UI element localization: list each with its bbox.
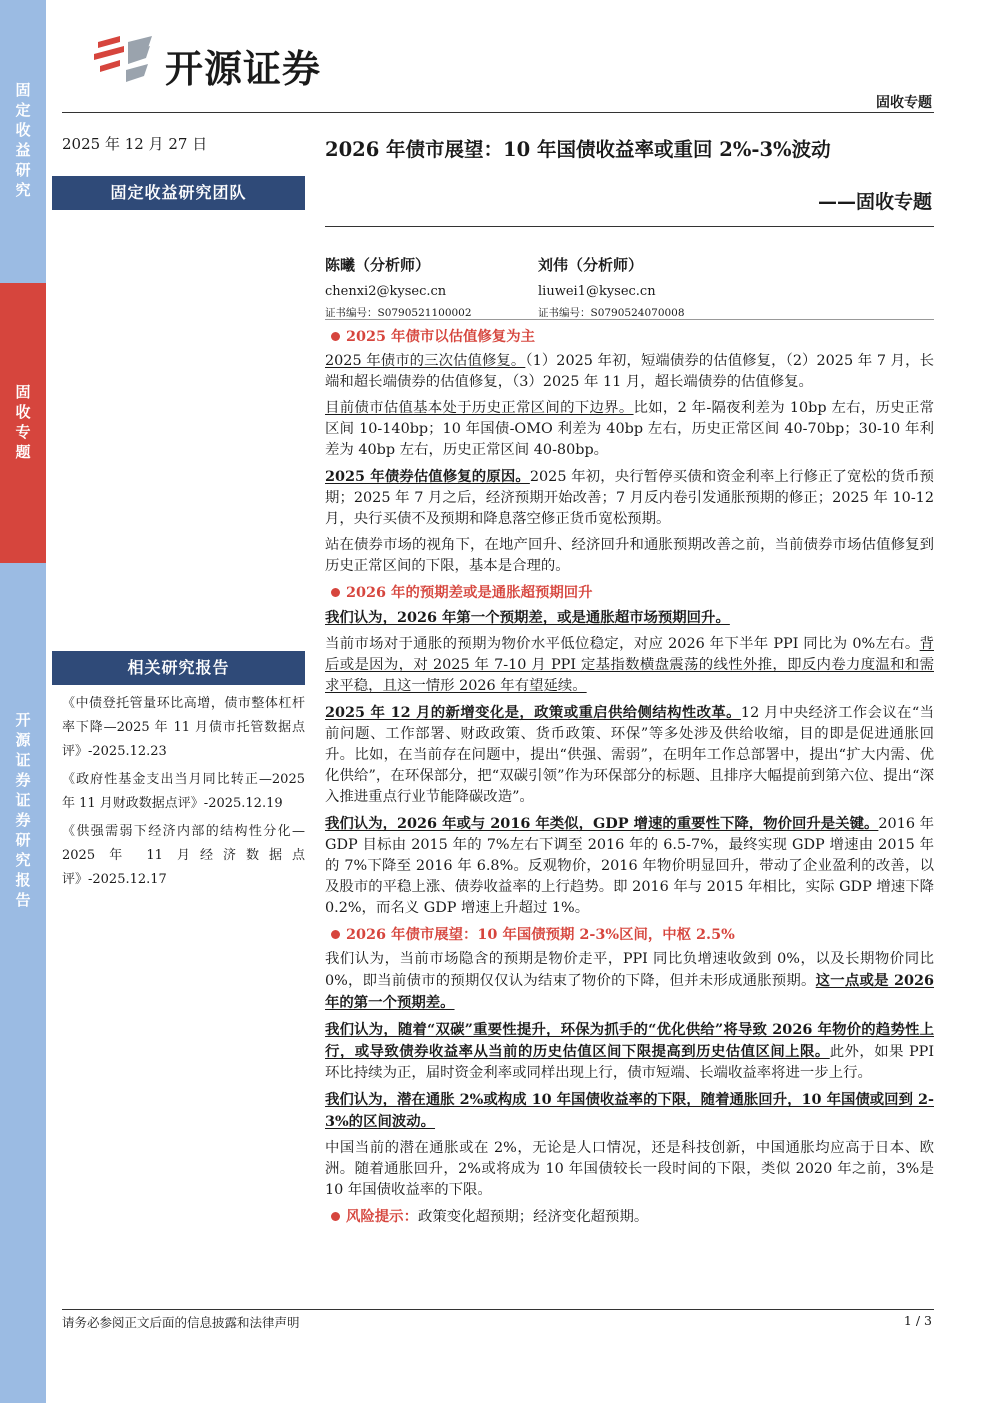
analyst-name: 刘伟（分析师）: [538, 256, 644, 274]
section-heading: 2025 年债市以估值修复为主: [325, 326, 934, 347]
analyst-card: [325, 254, 472, 320]
paragraph: 我们认为，当前市场隐含的预期是物价走平，PPI 同比负增速收敛到 0%，以及长期物价同比 0%，即当前债市的预期仅仅认为结束了物价的下降，但并未形成通胀预期。这一点或是 2026 年的第一个预期差。: [325, 951, 935, 1011]
related-report-item[interactable]: 《供强需弱下经济内部的结构性分化—2025 年 11 月经济数据点评》-2025.12.17: [62, 824, 305, 887]
header-tag: 固收专题: [876, 95, 932, 111]
team-label: 固定收益研究团队: [52, 176, 305, 210]
related-report-item[interactable]: 《中债登托管量环比高增，债市整体杠杆率下降—2025 年 11 月债市托管数据点评》-2025.12.23: [62, 696, 305, 759]
related-reports-label: 相关研究报告: [52, 651, 305, 685]
footer-disclaimer: 请务必参阅正文后面的信息披露和法律声明: [62, 1315, 300, 1330]
sidebar-label-research: 固定收益研究: [15, 81, 31, 199]
page-number: 1 / 3: [903, 1313, 932, 1328]
analyst-divider: [325, 319, 934, 320]
paragraph: 2025 年债市的三次估值修复。（1）2025 年初，短端债券的估值修复，（2）2025 年 7 月，长端和超长端债券的估值修复，（3）2025 年 11 月，超长端债券的估值修复。: [325, 353, 934, 390]
analyst-cert: 证书编号：S0790521100002: [325, 307, 472, 319]
sidebar-label-topic: 固收专题: [15, 383, 31, 461]
paragraph: 2025 年 12 月的新增变化是，政策或重启供给侧结构性改革。12 月中央经济工作会议在“当前问题、工作部署、财政政策、货币政策、环保”等多处涉及供给收缩，目的即是促进通胀回升。比如，在当前存在问题中，提出“供强、需弱”，在明年工作总部署中，提出“扩大内需、优化供给”，在环保部分，把“双碳引领”作为环保部分的标题、且排序大幅提前到第六位、提出“深入推进重点行业节能降碳改造”。: [325, 704, 934, 805]
paragraph: 我们认为，2026 年第一个预期差，或是通胀超市场预期回升。: [325, 609, 730, 626]
paragraph: 中国当前的潜在通胀或在 2%，无论是人口情况，还是科技创新，中国通胀均应高于日本、欧洲。随着通胀回升，2%或将成为 10 年国债较长一段时间的下限，类似 2020 年之前，3%是 10 年国债收益率的下限。: [325, 1140, 934, 1198]
paragraph: 我们认为，随着“双碳”重要性提升，环保为抓手的“优化供给”将导致 2026 年物价的趋势性上行，或导致债券收益率从当前的历史估值区间下限提高到历史估值区间上限。此外，如果 PPI 环比持续为正，届时资金利率或同样出现上行，债市短端、长端收益率将进一步上行。: [325, 1021, 934, 1081]
paragraph: 目前债市估值基本处于历史正常区间的下边界。比如，2 年-隔夜利差为 10bp 左右，历史正常区间 10-140bp；10 年国债-OMO 利差为 40bp 左右，历史正常区间 40-70bp；30-10 年利差为 40bp 左右，历史正常区间 40-80bp。: [325, 400, 934, 458]
brand-mark-icon: [90, 30, 160, 90]
report-date: 2025 年 12 月 27 日: [62, 135, 208, 153]
title-divider: [325, 226, 934, 227]
footer-divider: [62, 1309, 934, 1310]
sidebar-band: [0, 0, 46, 1403]
brand-logo: [90, 30, 390, 90]
related-report-item[interactable]: 《政府性基金支出当月同比转正—2025 年 11 月财政数据点评》-2025.12.19: [62, 772, 305, 811]
brand-name: 开源证券: [165, 47, 322, 91]
analyst-name: 陈曦（分析师）: [325, 256, 431, 274]
paragraph: 我们认为，潜在通胀 2%或构成 10 年国债收益率的下限，随着通胀回升，10 年国债或回到 2-3%的区间波动。: [325, 1091, 934, 1130]
bullet-icon: [331, 332, 340, 341]
bullet-icon: [331, 588, 340, 597]
analyst-card: [538, 254, 685, 320]
analyst-cert: 证书编号：S0790524070008: [538, 307, 685, 319]
report-subtitle: ——固收专题: [817, 191, 932, 213]
bullet-icon: [331, 930, 340, 939]
paragraph: 我们认为，2026 年或与 2016 年类似，GDP 增速的重要性下降，物价回升是关键。2016 年 GDP 目标由 2015 年的 7%左右下调至 2016 年的 6.5-7%，最终实现 GDP 增速由 2015 年的 7%下降至 2016 年 6.8%。反观物价，2016 年物价明显回升，带动了企业盈利的改善，以及股市的平稳上涨、债券收益率的上行趋势。即 2016 年与 2015 年相比，实际 GDP 增速下降 0.2%，而名义 GDP 增速上升超过 1%。: [325, 815, 934, 916]
analyst-email[interactable]: liuwei1@kysec.cn: [538, 284, 656, 299]
paragraph: 2025 年债券估值修复的原因。2025 年初，央行暂停买债和资金利率上行修正了宽松的货币预期；2025 年 7 月之后，经济预期开始改善；7 月反内卷引发通胀预期的修正；2025 年 10-12 月，央行买债不及预期和降息落空修正货币宽松预期。: [325, 468, 934, 527]
risk-note: 风险提示：政策变化超预期；经济变化超预期。: [325, 1206, 934, 1228]
bullet-icon: [331, 1212, 340, 1221]
paragraph: 站在债券市场的视角下，在地产回升、经济回升和通胀预期改善之前，当前债券市场估值修复到历史正常区间的下限，基本是合理的。: [325, 537, 934, 574]
related-reports-list: [62, 692, 305, 896]
section-heading: 2026 年的预期差或是通胀超预期回升: [325, 582, 934, 603]
header-divider: [62, 112, 934, 113]
report-title: 2026 年债市展望：10 年国债收益率或重回 2%-3%波动: [325, 138, 831, 161]
report-body: [325, 326, 934, 1233]
section-heading: 2026 年债市展望：10 年国债预期 2-3%区间，中枢 2.5%: [325, 924, 934, 945]
analyst-email[interactable]: chenxi2@kysec.cn: [325, 284, 447, 299]
paragraph: 当前市场对于通胀的预期为物价水平低位稳定，对应 2026 年下半年 PPI 同比为 0%左右。背后或是因为，对 2025 年 7-10 月 PPI 定基指数横盘震荡的线性外推，即反内卷力度温和和需求平稳，且这一情形 2026 年有望延续。: [325, 636, 934, 694]
sidebar-label-company: 开源证券 证券研究报告: [15, 711, 31, 909]
